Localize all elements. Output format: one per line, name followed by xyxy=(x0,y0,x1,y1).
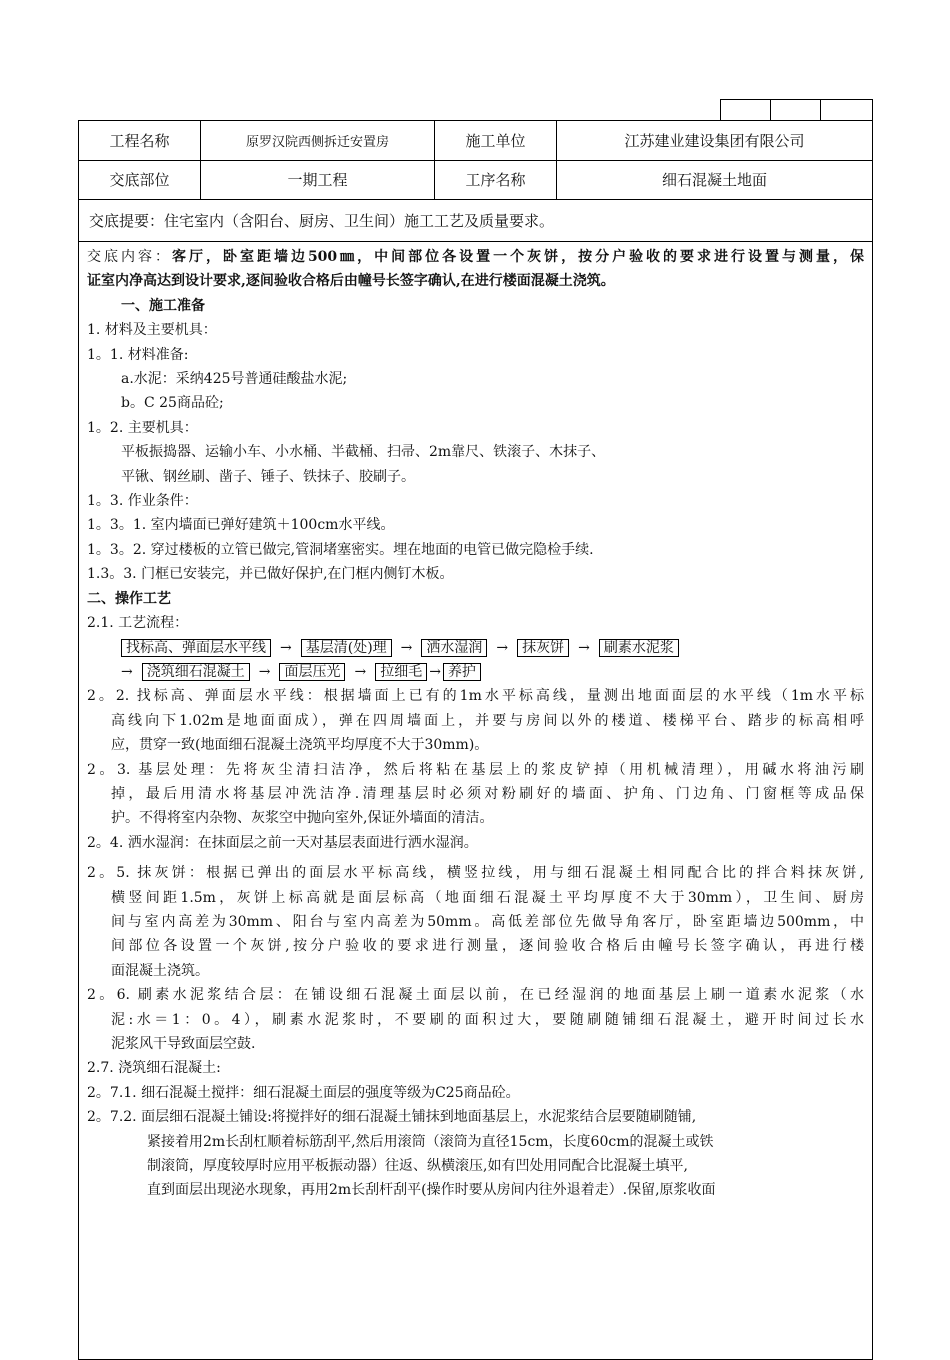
corner-box xyxy=(720,99,770,121)
flow-step: 洒水湿润 xyxy=(421,639,487,657)
process-flow-row-2 xyxy=(87,660,864,684)
arrow-icon: → xyxy=(496,639,509,656)
line-1-3-2: 1。3。2. 穿过楼板的立管已做完,管洞堵塞密实。埋在地面的电管已做完隐检手续. xyxy=(87,541,594,558)
arrow-icon: → xyxy=(121,663,133,680)
flow-step: 基层清(处)理 xyxy=(301,639,392,657)
line-a: a.水泥：采纳425号普通硅酸盐水泥; xyxy=(121,371,348,388)
para-2-6-line-1: 2。6. 刷素水泥浆结合层：在铺设细石混凝土面层以前，在已经湿润的地面基层上刷一道素水泥浆（水 xyxy=(87,987,864,1004)
para-2-7-1: 2。7.1. 细石混凝土搅拌：细石混凝土面层的强度等级为C25商品砼。 xyxy=(87,1084,520,1101)
para-2-6-line-3: 泥浆风干导致面层空鼓. xyxy=(111,1035,256,1052)
para-2-2-line-1: 2。2. 找标高、弹面层水平线：根据墙面上已有的1m水平标高线，量测出地面面层的水平线（1m水平标 xyxy=(87,688,864,705)
para-2-2-line-3: 应，贯穿一致(地面细石混凝土浇筑平均厚度不大于30mm)。 xyxy=(111,737,489,754)
para-2-7-2-line-3: 制滚筒，厚度较厚时应用平板振动器）往返、纵横滚压,如有凹处用同配合比混凝土填平, xyxy=(147,1158,688,1174)
line-1: 1. 材料及主要机具： xyxy=(87,322,217,339)
section-1-title: 一、施工准备 xyxy=(121,297,205,314)
disclosure-part-value: 一期工程 xyxy=(201,160,435,199)
para-2-2-line-2: 高线向下1.02m是地面面成），弹在四周墙面上，并要与房间以外的楼道、楼梯平台、踏步的标高相呼 xyxy=(111,712,864,729)
corner-box xyxy=(820,99,873,121)
intro-line-1 xyxy=(87,245,864,269)
para-2-5-line-1: 2。5. 抹灰饼：根据已弹出的面层水平标高线，横竖拉线，用与细石混凝土相同配合比的拌合料抹灰饼, xyxy=(87,865,864,882)
para-2-3-line-1: 2。3. 基层处理：先将灰尘清扫洁净，然后将粘在基层上的浆皮铲掉（用机械清理），用碱水将油污刷 xyxy=(87,761,864,778)
intro-bold-1: 客厅，卧室距墙边500㎜，中间部位各设置一个灰饼，按分户验收的要求进行设置与测量，保 xyxy=(171,249,864,265)
para-2-5-line-4: 间部位各设置一个灰饼,按分户验收的要求进行测量，逐间验收合格后由幢号长签字确认，再进行楼 xyxy=(111,938,864,955)
header-row-1 xyxy=(79,121,872,161)
disclosure-sheet xyxy=(78,120,873,1360)
line-1-3-1: 1。3。1. 室内墙面已弹好建筑＋100cm水平线。 xyxy=(87,517,395,534)
para-2-7-2-line-4: 直到面层出现泌水现象，再用2m长刮杆刮平(操作时要从房间内往外退着走）.保留,原浆收面 xyxy=(147,1182,716,1199)
line-tools-1: 平板振捣器、运输小车、小水桶、半截桶、扫帚、2m靠尺、铁滚子、木抹子、 xyxy=(121,444,606,461)
flow-step: 拉细毛 xyxy=(375,663,427,681)
line-1-2: 1。2. 主要机具： xyxy=(87,419,198,436)
corner-box xyxy=(770,99,820,121)
flow-step: 养护 xyxy=(443,663,481,681)
flow-step: 面层压光 xyxy=(279,663,345,681)
para-2-5-line-3: 间与室内高差为30mm、阳台与室内高差为50mm。高低差部位先做导角客厅，卧室距墙边500mm，中 xyxy=(111,913,864,930)
flow-step: 刷素水泥浆 xyxy=(599,639,679,657)
construction-unit-value: 江苏建业建设集团有限公司 xyxy=(624,132,805,150)
flow-step: 浇筑细石混凝土 xyxy=(142,663,250,681)
section-2-title: 二、操作工艺 xyxy=(87,590,171,607)
arrow-icon: → xyxy=(258,663,271,680)
intro-prefix: 交底内容： xyxy=(87,249,172,265)
arrow-icon: → xyxy=(280,639,292,656)
para-2-3-line-3: 护。不得将室内杂物、灰浆空中抛向室外,保证外墙面的清洁。 xyxy=(111,810,494,827)
disclosure-summary: 交底提要：住宅室内（含阳台、厨房、卫生间）施工工艺及质量要求。 xyxy=(79,199,872,242)
line-b: b。C 25商品砼; xyxy=(121,395,224,412)
process-name-label: 工序名称 xyxy=(435,160,557,199)
project-name-value: 原罗汉院西侧拆迁安置房 xyxy=(201,121,435,160)
process-name-value: 细石混凝土地面 xyxy=(661,171,767,189)
construction-unit-label: 施工单位 xyxy=(435,121,557,160)
disclosure-part-label: 交底部位 xyxy=(79,160,201,199)
process-flow-row-1 xyxy=(87,636,864,660)
para-2-7-2-line-2: 紧接着用2m长刮杠顺着标筋刮平,然后用滚筒（滚筒为直径15cm，长度60cm的混凝土或铁 xyxy=(147,1133,714,1150)
project-name-label: 工程名称 xyxy=(79,121,201,160)
para-2-3-line-2: 掉，最后用清水将基层冲洗洁净.清理基层时必须对粉刷好的墙面、护角、门边角、门窗框等成品保 xyxy=(111,785,864,802)
flow-step: 找标高、弹面层水平线 xyxy=(121,639,271,657)
arrow-icon: → xyxy=(400,639,413,656)
arrow-icon: → xyxy=(354,663,367,680)
intro-bold-2: 证室内净高达到设计要求,逐间验收合格后由幢号长签字确认,在进行楼面混凝土浇筑。 xyxy=(87,273,615,290)
line-1-3: 1。3. 作业条件： xyxy=(87,493,198,510)
para-2-7-2-line-1: 2。7.2. 面层细石混凝土铺设:将搅拌好的细石混凝土铺抹到地面基层上，水泥浆结合层要随刷随铺, xyxy=(87,1109,697,1126)
flow-step: 抹灰饼 xyxy=(517,639,569,657)
line-1-3-3: 1.3。3. 门框已安装完，并已做好保护,在门框内侧钉木板。 xyxy=(87,566,454,583)
para-2-7: 2.7. 浇筑细石混凝土: xyxy=(87,1060,221,1077)
arrow-icon: → xyxy=(429,663,441,680)
arrow-icon: → xyxy=(578,639,590,656)
line-1-1: 1。1. 材料准备: xyxy=(87,346,189,363)
line-2-1: 2.1. 工艺流程： xyxy=(87,615,189,632)
corner-boxes xyxy=(720,99,873,121)
header-row-2 xyxy=(79,160,872,200)
para-2-5-line-2: 横竖间距1.5m，灰饼上标高就是面层标高（地面细石混凝土平均厚度不大于30mm），卫生间、厨房 xyxy=(111,889,864,906)
line-tools-2: 平锹、钢丝刷、凿子、锤子、铁抹子、胶刷子。 xyxy=(121,468,415,485)
para-2-4: 2。4. 洒水湿润：在抹面层之前一天对基层表面进行洒水湿润。 xyxy=(87,834,478,851)
para-2-6-line-2: 泥:水＝1：0。4），刷素水泥浆时，不要刷的面积过大，要随刷随铺细石混凝土，避开时间过长水 xyxy=(111,1011,864,1028)
para-2-5-line-5: 面混凝土浇筑。 xyxy=(111,962,209,979)
disclosure-content xyxy=(87,245,864,1203)
